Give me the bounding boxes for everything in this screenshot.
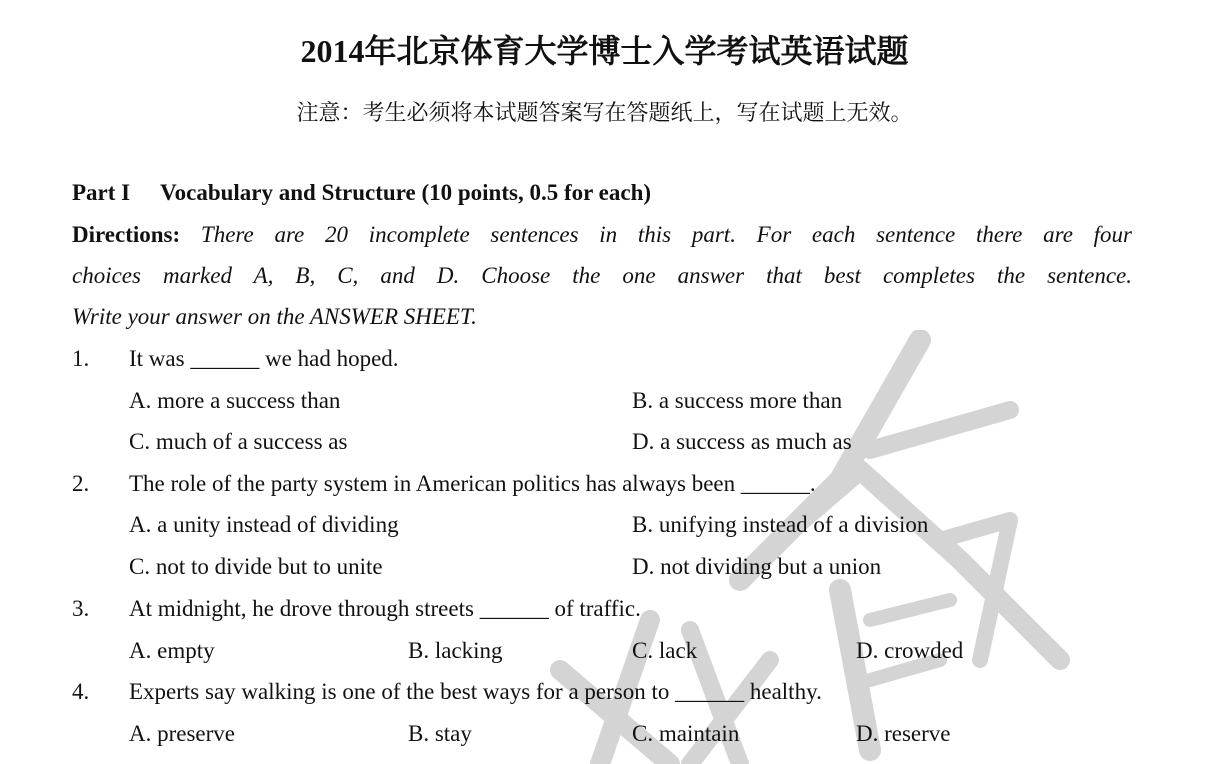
option-a: A. preserve bbox=[129, 721, 236, 746]
question-number: 2. bbox=[72, 471, 90, 496]
option-a: A. a unity instead of dividing bbox=[129, 512, 399, 537]
option-d: D. a success as much as bbox=[632, 429, 852, 454]
option-d: D. not dividing but a union bbox=[632, 554, 882, 579]
question-number: 4. bbox=[72, 679, 90, 704]
option-b: B. unifying instead of a division bbox=[632, 512, 929, 537]
directions-label: Directions: bbox=[72, 222, 181, 247]
option-c: C. not to divide but to unite bbox=[129, 554, 383, 579]
option-d: D. crowded bbox=[856, 638, 964, 663]
page-title: 2014年北京体育大学博士入学考试英语试题 bbox=[300, 33, 909, 69]
question-text: At midnight, he drove through streets ______ of traffic. bbox=[129, 596, 641, 621]
notice: 注意：考生必须将本试题答案写在答题纸上，写在试题上无效。 bbox=[296, 101, 913, 126]
option-b: B. a success more than bbox=[632, 388, 843, 413]
directions-text: There are 20 incomplete sentences in this part. For each sentence there are four bbox=[200, 222, 1133, 247]
option-c: C. lack bbox=[632, 638, 698, 663]
question-text: Experts say walking is one of the best ways for a person to ______ healthy. bbox=[129, 679, 822, 704]
option-a: A. more a success than bbox=[129, 388, 341, 413]
directions-line-1 bbox=[72, 222, 1132, 248]
question-text: It was ______ we had hoped. bbox=[129, 346, 399, 371]
option-b: B. lacking bbox=[408, 638, 503, 663]
part-title: Vocabulary and Structure (10 points, 0.5 for each) bbox=[160, 180, 652, 205]
option-c: C. maintain bbox=[632, 721, 740, 746]
option-b: B. stay bbox=[408, 721, 472, 746]
question-number: 1. bbox=[72, 346, 90, 371]
part-heading bbox=[72, 180, 651, 206]
option-d: D. reserve bbox=[856, 721, 951, 746]
option-c: C. much of a success as bbox=[129, 429, 348, 454]
part-label: Part I bbox=[72, 180, 131, 205]
directions-line-3: Write your answer on the ANSWER SHEET. bbox=[72, 304, 477, 329]
directions-line-2: choices marked A, B, C, and D. Choose the one answer that best completes the sentence. bbox=[72, 263, 1132, 288]
option-a: A. empty bbox=[129, 638, 215, 663]
question-number: 3. bbox=[72, 596, 90, 621]
question-text: The role of the party system in American politics has always been ______. bbox=[129, 471, 816, 496]
